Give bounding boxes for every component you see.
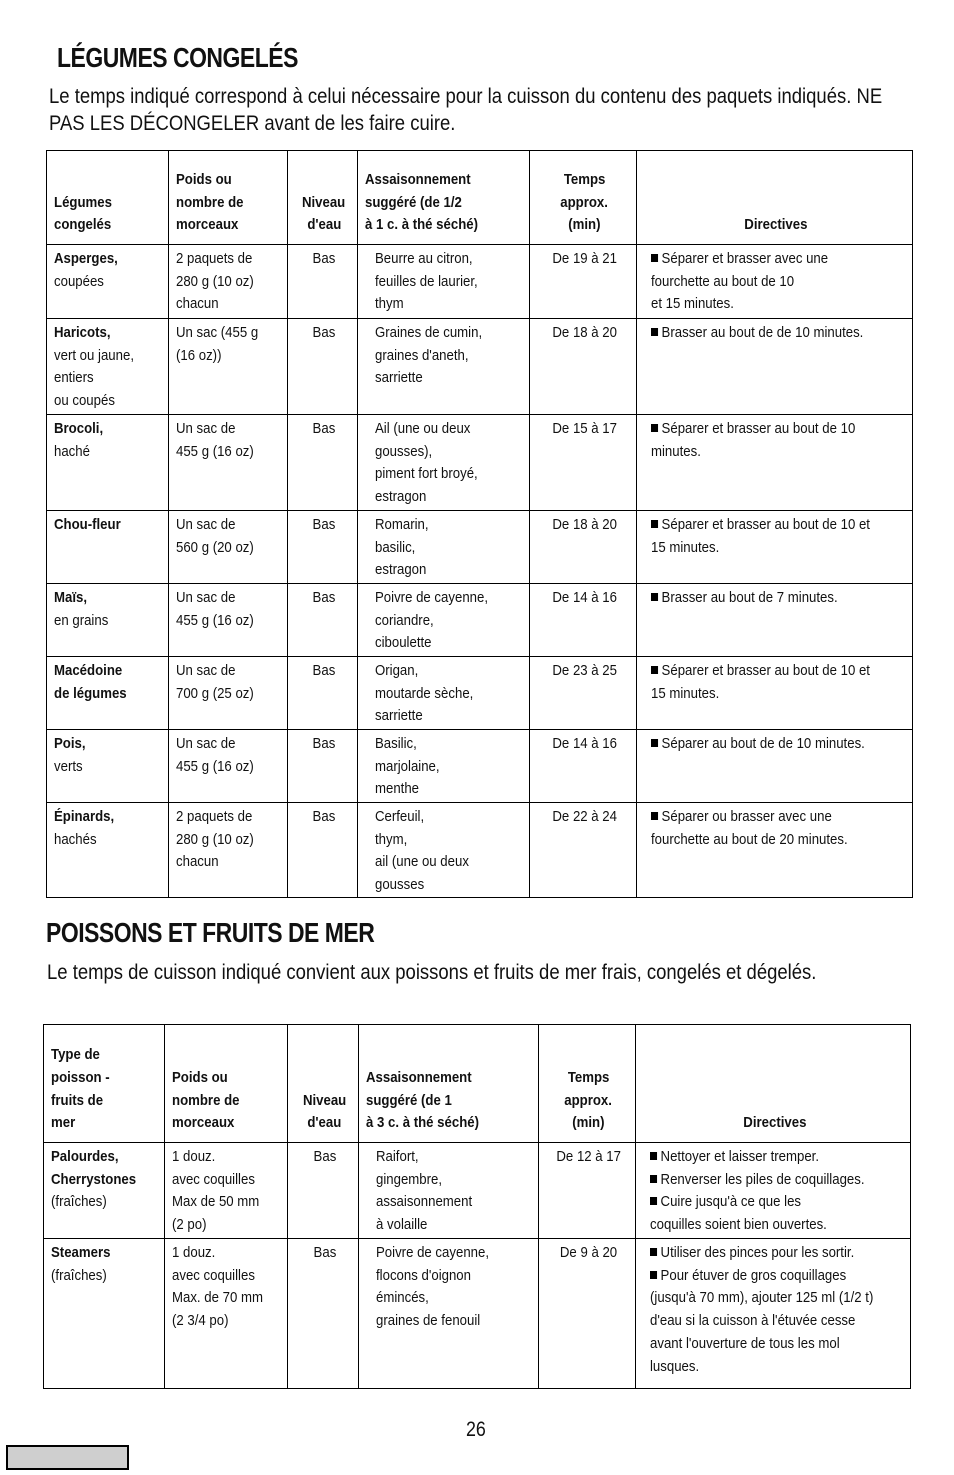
direction-line [651, 441, 701, 464]
cell-line: chacun [176, 853, 219, 871]
direction-line [650, 1265, 846, 1288]
bullet-square [651, 424, 658, 432]
seasoning-cell [358, 730, 530, 803]
cell-line: 1 douz. [172, 1148, 216, 1165]
bullet-square [651, 328, 658, 336]
direction-text: avant l'ouverture de tous les mol [650, 1334, 840, 1352]
seasoning-cell [358, 584, 530, 657]
cell-line: 2 paquets de [176, 808, 253, 825]
cell-line: sarriette [375, 707, 423, 725]
item-name-bold: Steamers [51, 1244, 111, 1261]
bullet-square [651, 593, 658, 601]
weight-cell [169, 415, 288, 511]
directions-cell [637, 319, 913, 415]
cell-line: morceaux [176, 216, 239, 234]
direction-line [650, 1310, 855, 1333]
item-name-bold: Asperges, [54, 250, 118, 267]
water-level-cell [288, 245, 358, 319]
cell-line: à 3 c. à thé séché) [366, 1114, 479, 1132]
table-row [44, 1143, 911, 1239]
cell-line: suggéré (de 1 [366, 1091, 452, 1109]
cell-line: Directives [742, 1114, 807, 1132]
water-level: Bas [312, 250, 336, 267]
bullet-square [651, 254, 658, 262]
cell-line: estragon [375, 488, 427, 506]
item-name-cell [47, 245, 169, 319]
direction-text: lusques. [650, 1357, 700, 1375]
cell-line: thym, [375, 830, 408, 848]
weight-cell [169, 803, 288, 898]
cell-line: verts [54, 757, 83, 775]
cell-line: 1 douz. [172, 1244, 216, 1261]
col-header-time [530, 151, 637, 245]
cell-line: hachés [54, 830, 97, 848]
bullet-square [650, 1197, 657, 1205]
cell-line: (min) [572, 1114, 605, 1132]
cell-line: Un sac de [176, 589, 236, 606]
direction-line [651, 733, 865, 756]
cell-line: à volaille [376, 1216, 428, 1234]
cell-line: 455 g (16 oz) [176, 442, 254, 460]
table-row [47, 803, 913, 898]
cook-time: De 22 à 24 [552, 808, 617, 825]
cell-line: basilic, [375, 538, 416, 556]
direction-line [650, 1242, 854, 1265]
water-level-cell [288, 415, 358, 511]
bullet-square [651, 520, 658, 528]
item-name-bold: Pois, [54, 735, 86, 752]
weight-cell [165, 1143, 288, 1239]
direction-text: fourchette au bout de 20 minutes. [651, 830, 848, 848]
directions-cell [637, 730, 913, 803]
item-name-tail: , [99, 420, 104, 437]
cook-time: De 15 à 17 [552, 420, 617, 437]
direction-text: 15 minutes. [651, 538, 720, 556]
item-name-cell [47, 730, 169, 803]
item-name-bold: Palourdes, [51, 1148, 119, 1165]
direction-text: 15 minutes. [651, 684, 720, 702]
col-header-seasoning [358, 151, 530, 245]
cook-time: De 23 à 25 [552, 662, 617, 679]
section-intro-poissons: Le temps de cuisson indiqué convient aux poissons et fruits de mer frais, congelés et dégelés. [47, 961, 817, 984]
cook-time: De 14 à 16 [552, 735, 617, 752]
cell-line: chacun [176, 295, 219, 313]
cell-line: (fraîches) [51, 1193, 107, 1211]
direction-text: Séparer et brasser avec une [661, 250, 829, 267]
water-level: Bas [312, 735, 336, 752]
cell-line: nombre de [172, 1091, 240, 1109]
cell-line: mer [51, 1114, 76, 1132]
cell-line: entiers [54, 369, 94, 387]
water-level: Bas [312, 420, 336, 437]
item-name-bold: de légumes [54, 684, 127, 702]
cell-line: fruits de [51, 1091, 104, 1109]
cell-line: à 1 c. à thé séché) [365, 216, 478, 234]
direction-text: minutes. [651, 442, 701, 460]
cell-line: avec coquilles [172, 1266, 255, 1284]
item-name-cell [47, 319, 169, 415]
item-name-bold: Chou-fleur [54, 516, 121, 533]
direction-line [651, 514, 870, 537]
time-cell [539, 1143, 636, 1239]
direction-line [650, 1169, 865, 1192]
cell-line: Poids ou [172, 1068, 228, 1086]
time-cell [530, 319, 637, 415]
cell-line: graines de fenouil [376, 1312, 481, 1330]
seasoning-cell [358, 415, 530, 511]
col-header-directions [637, 151, 913, 245]
direction-line [650, 1146, 819, 1169]
cell-line: 560 g (20 oz) [176, 538, 254, 556]
direction-text: Nettoyer et laisser tremper. [660, 1148, 820, 1165]
cell-line: gousses [375, 876, 425, 894]
table-row [47, 511, 913, 584]
cell-line: Assaisonnement [365, 170, 471, 188]
cook-time: De 18 à 20 [552, 516, 617, 533]
cell-line: morceaux [172, 1114, 235, 1132]
water-level: Bas [312, 516, 336, 533]
item-name-cell [47, 415, 169, 511]
cell-line: Niveau [302, 1091, 347, 1109]
weight-cell [169, 511, 288, 584]
direction-text: Renverser les piles de coquillages. [660, 1170, 865, 1188]
bullet-square [651, 666, 658, 674]
cell-line: gousses), [375, 442, 433, 460]
item-name-bold: Épinards, [54, 808, 115, 825]
cell-line: (min) [568, 216, 601, 234]
bullet-square [650, 1271, 657, 1279]
cell-line: thym [375, 295, 404, 313]
cell-line: Basilic, [375, 735, 417, 752]
col-header-item [47, 151, 169, 245]
col-header-weight [165, 1025, 288, 1143]
direction-text: fourchette au bout de 10 [651, 272, 795, 290]
cell-line: Légumes [54, 193, 112, 211]
cell-line: Origan, [375, 662, 419, 679]
directions-cell [637, 245, 913, 319]
item-name-cell [47, 511, 169, 584]
cell-line: Temps [567, 1068, 610, 1086]
cell-line: avec coquilles [172, 1170, 255, 1188]
water-level-cell [288, 511, 358, 584]
directions-cell [636, 1239, 911, 1389]
table-header-row [44, 1025, 911, 1143]
direction-text: (jusqu'à 70 mm), ajouter 125 ml (1/2 t) [650, 1289, 874, 1307]
time-cell [530, 803, 637, 898]
water-level-cell [288, 584, 358, 657]
direction-text: Séparer ou brasser avec une [661, 808, 832, 825]
cell-line: Temps [563, 170, 606, 188]
direction-line [651, 829, 848, 852]
water-level-cell [288, 1143, 359, 1239]
time-cell [530, 657, 637, 730]
cell-line: 280 g (10 oz) [176, 272, 254, 290]
cell-line: ciboulette [375, 634, 432, 652]
cell-line: Type de [51, 1046, 100, 1064]
cell-line: Ail (une ou deux [375, 420, 471, 437]
table-header-row [47, 151, 913, 245]
weight-cell [169, 319, 288, 415]
cook-time: De 19 à 21 [552, 250, 617, 267]
weight-cell [165, 1239, 288, 1389]
seasoning-cell [359, 1143, 539, 1239]
col-header-seasoning [359, 1025, 539, 1143]
item-name-cell [44, 1239, 165, 1389]
direction-text: Séparer et brasser au bout de 10 et [661, 662, 870, 679]
direction-text: d'eau si la cuisson à l'étuvée cesse [650, 1312, 856, 1330]
cell-line: Poids ou [176, 170, 232, 188]
cell-line: Beurre au citron, [375, 250, 473, 267]
direction-line [651, 248, 828, 271]
cell-line: (16 oz)) [176, 346, 222, 364]
cell-line: congelés [54, 216, 112, 234]
item-name-bold: Cherrystones [51, 1170, 137, 1188]
cook-time: De 9 à 20 [559, 1244, 618, 1261]
weight-cell [169, 584, 288, 657]
seasoning-cell [358, 319, 530, 415]
cell-line: sarriette [375, 369, 423, 387]
direction-line [651, 806, 832, 829]
cell-line: d'eau [307, 1114, 342, 1132]
direction-text: Brasser au bout de 7 minutes. [661, 589, 838, 606]
bullet-square [650, 1152, 657, 1160]
col-header-time [539, 1025, 636, 1143]
water-level-cell [288, 657, 358, 730]
cell-line: Un sac de [176, 420, 236, 437]
direction-text: Pour étuver de gros coquillages [660, 1266, 847, 1284]
cell-line: d'eau [307, 216, 341, 234]
cell-line: poisson - [51, 1068, 110, 1086]
cell-line: marjolaine, [375, 757, 440, 775]
bullet-square [650, 1175, 657, 1183]
direction-line [651, 271, 794, 294]
cell-line: Poivre de cayenne, [375, 589, 489, 606]
section-intro-legumes: Le temps indiqué correspond à celui nécessaire pour la cuisson du contenu des paquets indiqués. NE PAS LES DÉCONGELER avant de les faire cuire. [49, 85, 883, 135]
cook-time: De 14 à 16 [552, 589, 617, 606]
direction-text: et 15 minutes. [651, 295, 734, 313]
cell-line: émincés, [376, 1289, 429, 1307]
table-row [44, 1239, 911, 1389]
cell-line: moutarde sèche, [375, 684, 474, 702]
seasoning-cell [358, 511, 530, 584]
directions-cell [637, 511, 913, 584]
cell-line: ou coupés [54, 392, 115, 410]
time-cell [530, 415, 637, 511]
direction-line [651, 587, 838, 610]
seasoning-cell [358, 657, 530, 730]
cell-line: Poivre de cayenne, [376, 1244, 490, 1261]
cell-line: approx. [564, 1091, 613, 1109]
cell-line: Un sac de [176, 516, 236, 533]
water-level: Bas [312, 589, 336, 606]
cell-line: Max. de 70 mm [172, 1289, 263, 1307]
water-level-cell [288, 1239, 359, 1389]
direction-line [650, 1191, 801, 1214]
bullet-square [650, 1248, 657, 1256]
seafood-table [43, 1024, 911, 1389]
cell-line: Directives [744, 216, 808, 234]
frozen-vegetables-table [46, 150, 913, 898]
cell-line: Raifort, [376, 1148, 419, 1165]
bullet-square [651, 812, 658, 820]
time-cell [530, 511, 637, 584]
cell-line: menthe [375, 780, 420, 798]
cell-line: (2 3/4 po) [172, 1312, 229, 1330]
cell-line: Cerfeuil, [375, 808, 425, 825]
seasoning-cell [359, 1239, 539, 1389]
water-level-cell [288, 319, 358, 415]
section-title-legumes: LÉGUMES CONGELÉS [57, 42, 298, 73]
water-level: Bas [313, 1148, 336, 1165]
cell-line: coupées [54, 272, 104, 290]
table-row [47, 584, 913, 657]
directions-cell [637, 657, 913, 730]
item-name-cell [47, 803, 169, 898]
weight-cell [169, 657, 288, 730]
col-header-item [44, 1025, 165, 1143]
time-cell [530, 584, 637, 657]
cell-line: (2 po) [172, 1216, 207, 1234]
table-row [47, 415, 913, 511]
direction-text: coquilles soient bien ouvertes. [650, 1216, 827, 1234]
direction-line [650, 1333, 840, 1356]
cell-line: 455 g (16 oz) [176, 611, 254, 629]
cook-time: De 18 à 20 [552, 324, 617, 341]
page-number: 26 [466, 1418, 486, 1441]
cell-line: vert ou jaune, [54, 346, 134, 364]
seasoning-cell [358, 803, 530, 898]
cell-line: ail (une ou deux [375, 853, 469, 871]
water-level-cell [288, 803, 358, 898]
cook-time: De 12 à 17 [556, 1148, 621, 1165]
item-name-cell [44, 1143, 165, 1239]
direction-text: Utiliser des pinces pour les sortir. [660, 1244, 855, 1261]
col-header-weight [169, 151, 288, 245]
col-header-water [288, 151, 358, 245]
item-name-bold: Haricots, [54, 324, 111, 341]
direction-text: Brasser au bout de de 10 minutes. [661, 324, 864, 341]
cell-line: Romarin, [375, 516, 429, 533]
cell-line: haché [54, 442, 90, 460]
direction-line [650, 1356, 699, 1379]
direction-text: Cuire jusqu'à ce que les [660, 1193, 802, 1211]
cell-line: 2 paquets de [176, 250, 253, 267]
bullet-square [651, 739, 658, 747]
cell-line: 280 g (10 oz) [176, 830, 254, 848]
cell-line: 700 g (25 oz) [176, 684, 254, 702]
cell-line: approx. [560, 193, 609, 211]
cell-line: Graines de cumin, [375, 324, 483, 341]
footer-box [6, 1445, 129, 1470]
water-level: Bas [313, 1244, 336, 1261]
water-level: Bas [312, 324, 336, 341]
cell-line: Un sac de [176, 662, 236, 679]
cell-line: suggéré (de 1/2 [365, 193, 462, 211]
item-name-bold: Macédoine [54, 662, 123, 679]
weight-cell [169, 730, 288, 803]
water-level-cell [288, 730, 358, 803]
item-name-bold: Maïs, [54, 589, 88, 606]
direction-line [651, 418, 855, 441]
cell-line: en grains [54, 611, 109, 629]
water-level: Bas [312, 662, 336, 679]
water-level: Bas [312, 808, 336, 825]
cell-line: piment fort broyé, [375, 465, 478, 483]
directions-cell [636, 1143, 911, 1239]
item-name-tail: , [106, 324, 111, 341]
cell-line: assaisonnement [376, 1193, 473, 1211]
table-row [47, 730, 913, 803]
table-row [47, 245, 913, 319]
section-title-poissons: POISSONS ET FRUITS DE MER [46, 917, 375, 948]
time-cell [530, 730, 637, 803]
cell-line: flocons d'oignon [376, 1266, 471, 1284]
cell-line: graines d'aneth, [375, 346, 469, 364]
cell-line: Max de 50 mm [172, 1193, 260, 1211]
direction-line [651, 293, 734, 316]
directions-cell [637, 584, 913, 657]
cell-line: Assaisonnement [366, 1068, 472, 1086]
cell-line: gingembre, [376, 1170, 443, 1188]
direction-text: Séparer et brasser au bout de 10 [661, 420, 856, 437]
cell-line: Un sac (455 g [176, 324, 259, 341]
direction-text: Séparer et brasser au bout de 10 et [661, 516, 870, 533]
cell-line: (fraîches) [51, 1266, 107, 1284]
time-cell [539, 1239, 636, 1389]
col-header-directions [636, 1025, 911, 1143]
direction-line [651, 322, 863, 345]
direction-line [651, 660, 870, 683]
direction-line [650, 1287, 873, 1310]
cell-line: Niveau [302, 193, 346, 211]
cell-line: estragon [375, 561, 427, 579]
cell-line: 455 g (16 oz) [176, 757, 254, 775]
directions-cell [637, 415, 913, 511]
weight-cell [169, 245, 288, 319]
table-row [47, 319, 913, 415]
cell-line: feuilles de laurier, [375, 272, 478, 290]
table-row [47, 657, 913, 730]
col-header-water [288, 1025, 359, 1143]
item-name-cell [47, 584, 169, 657]
cell-line: coriandre, [375, 611, 434, 629]
directions-cell [637, 803, 913, 898]
item-name-cell [47, 657, 169, 730]
direction-line [651, 683, 719, 706]
cell-line: Un sac de [176, 735, 236, 752]
direction-line [650, 1214, 827, 1237]
item-name-bold: Brocoli, [54, 420, 104, 437]
direction-text: Séparer au bout de de 10 minutes. [661, 735, 865, 752]
direction-line [651, 537, 719, 560]
cell-line: nombre de [176, 193, 244, 211]
seasoning-cell [358, 245, 530, 319]
time-cell [530, 245, 637, 319]
